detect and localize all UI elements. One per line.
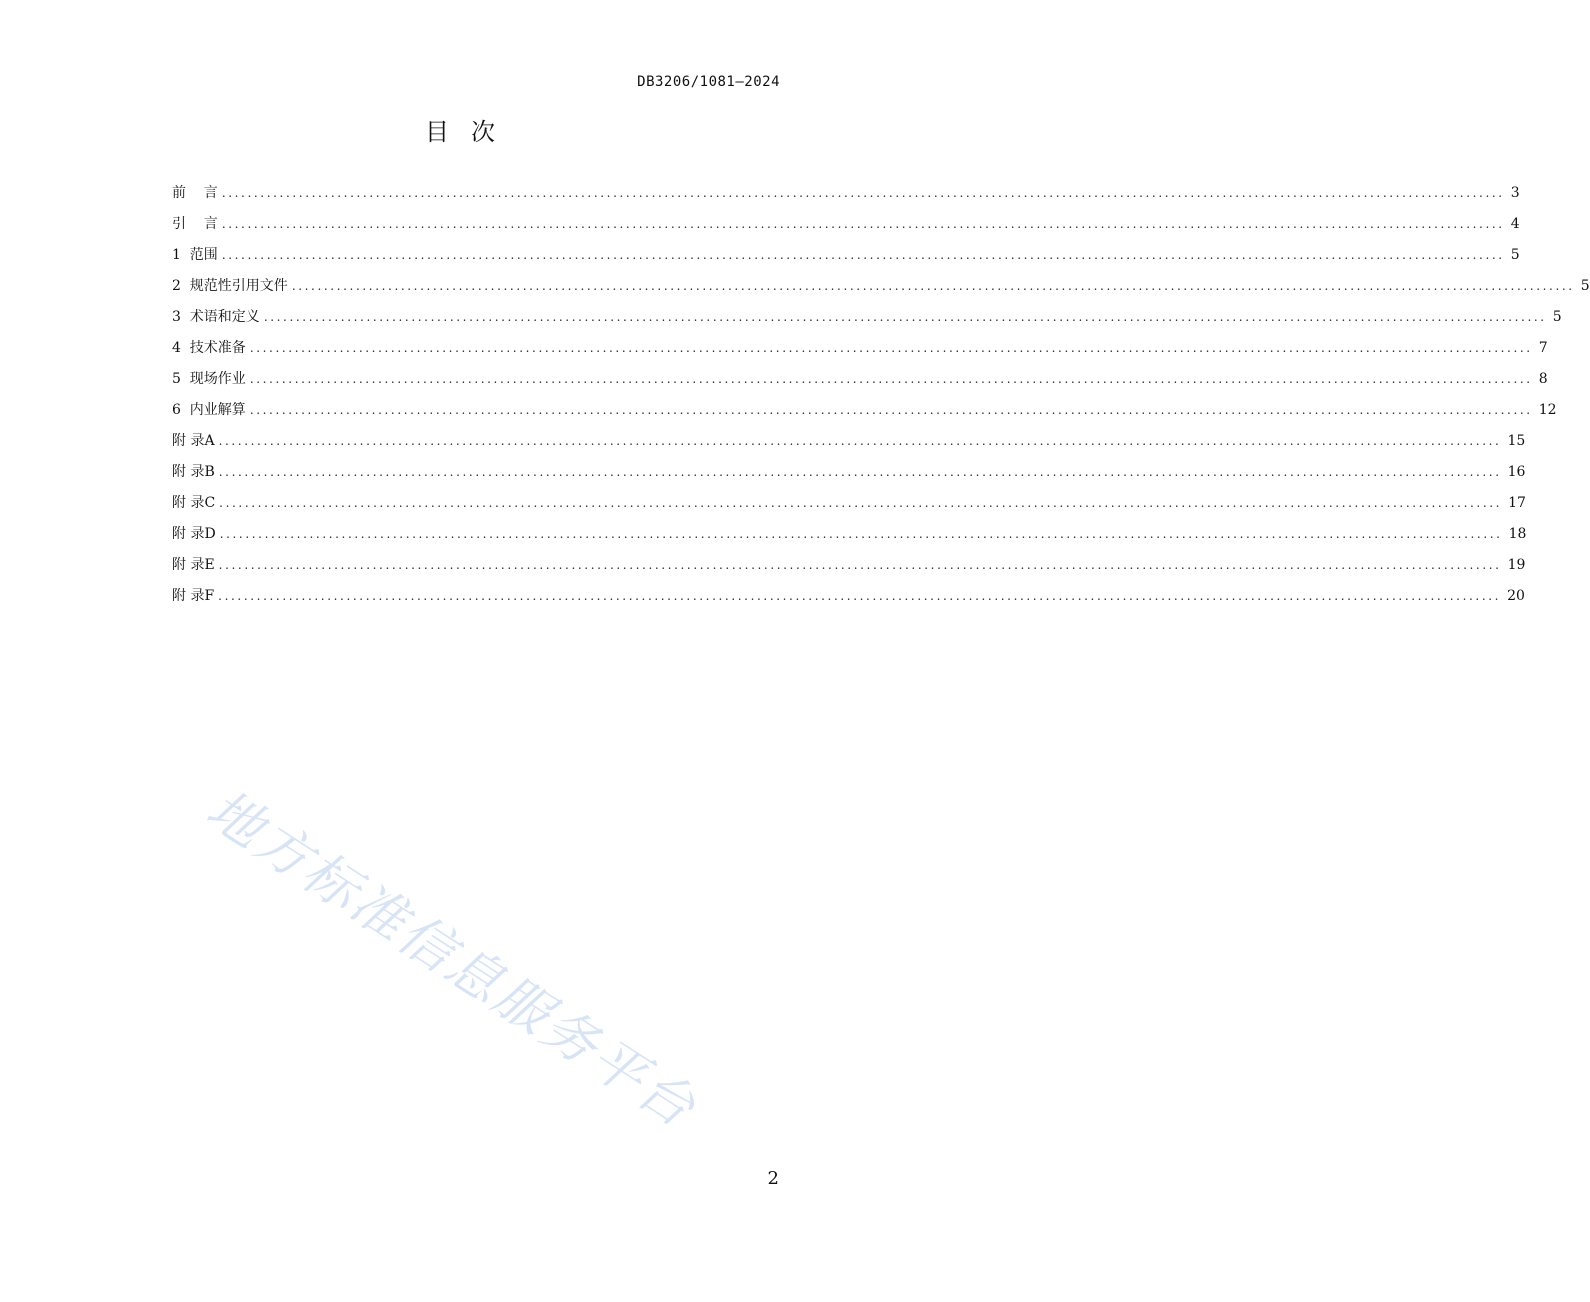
toc-entry[interactable] <box>172 553 1526 584</box>
toc-entry[interactable] <box>172 305 1562 336</box>
toc-entry-page: 5 <box>1580 278 1590 294</box>
toc-entry-label: 附 录F <box>172 588 215 604</box>
toc-leader-dots: ........................................................................................................................................................................................................ <box>249 372 1533 386</box>
toc-entry-page: 3 <box>1510 185 1520 201</box>
toc-entry-page: 4 <box>1510 216 1520 232</box>
toc-entry-label: 6 内业解算 <box>172 402 246 418</box>
toc-leader-dots: ........................................................................................................................................................................................................ <box>291 279 1575 293</box>
toc-entry-label: 5 现场作业 <box>172 371 246 387</box>
toc-entry-label: 引 言 <box>172 216 218 232</box>
document-code: DB3206/1081—2024 <box>637 74 780 90</box>
toc-leader-dots: ........................................................................................................................................................................................................ <box>221 248 1505 262</box>
toc-entry-label: 附 录A <box>172 433 215 449</box>
toc-leader-dots: ........................................................................................................................................................................................................ <box>249 403 1533 417</box>
toc-entry-label: 前 言 <box>172 185 218 201</box>
toc-entry-page: 20 <box>1507 588 1525 604</box>
toc-leader-dots: ........................................................................................................................................................................................................ <box>219 496 1503 510</box>
toc-entry-label: 附 录E <box>172 557 215 573</box>
toc-entry[interactable] <box>172 584 1525 615</box>
toc-entry-label: 附 录C <box>172 495 216 511</box>
table-of-contents <box>172 181 1590 615</box>
toc-entry-label: 4 技术准备 <box>172 340 246 356</box>
toc-entry[interactable] <box>172 460 1526 491</box>
toc-entry-page: 5 <box>1510 247 1520 263</box>
toc-entry-page: 16 <box>1507 464 1526 480</box>
toc-entry-page: 8 <box>1538 371 1548 387</box>
toc-entry[interactable] <box>172 274 1590 305</box>
toc-entry-label: 附 录B <box>172 464 215 480</box>
toc-leader-dots: ........................................................................................................................................................................................................ <box>219 527 1503 541</box>
toc-entry-label: 3 术语和定义 <box>172 309 260 325</box>
toc-leader-dots: ........................................................................................................................................................................................................ <box>221 217 1505 231</box>
toc-title: 目次 <box>425 118 517 146</box>
toc-leader-dots: ........................................................................................................................................................................................................ <box>221 186 1505 200</box>
toc-entry[interactable] <box>172 181 1520 212</box>
toc-leader-dots: ........................................................................................................................................................................................................ <box>218 589 1502 603</box>
toc-entry[interactable] <box>172 243 1520 274</box>
toc-entry-page: 19 <box>1507 557 1526 573</box>
toc-entry[interactable] <box>172 212 1520 243</box>
toc-entry-label: 1 范围 <box>172 247 218 263</box>
toc-entry[interactable] <box>172 429 1526 460</box>
toc-entry-page: 17 <box>1508 495 1526 511</box>
toc-leader-dots: ........................................................................................................................................................................................................ <box>263 310 1547 324</box>
toc-entry-page: 7 <box>1538 340 1548 356</box>
toc-entry[interactable] <box>172 336 1548 367</box>
toc-entry-page: 5 <box>1552 309 1562 325</box>
toc-entry[interactable] <box>172 522 1527 553</box>
toc-entry[interactable] <box>172 491 1526 522</box>
toc-entry-page: 18 <box>1508 526 1527 542</box>
toc-entry-page: 12 <box>1538 402 1557 418</box>
toc-leader-dots: ........................................................................................................................................................................................................ <box>218 434 1502 448</box>
toc-entry[interactable] <box>172 367 1548 398</box>
watermark: 地方标准信息服务平台 <box>195 777 709 1141</box>
toc-entry-label: 2 规范性引用文件 <box>172 278 288 294</box>
toc-leader-dots: ........................................................................................................................................................................................................ <box>218 465 1502 479</box>
toc-entry-label: 附 录D <box>172 526 216 542</box>
toc-entry[interactable] <box>172 398 1557 429</box>
page-number: 2 <box>767 1168 779 1189</box>
toc-leader-dots: ........................................................................................................................................................................................................ <box>249 341 1533 355</box>
toc-leader-dots: ........................................................................................................................................................................................................ <box>218 558 1502 572</box>
toc-entry-page: 15 <box>1507 433 1526 449</box>
